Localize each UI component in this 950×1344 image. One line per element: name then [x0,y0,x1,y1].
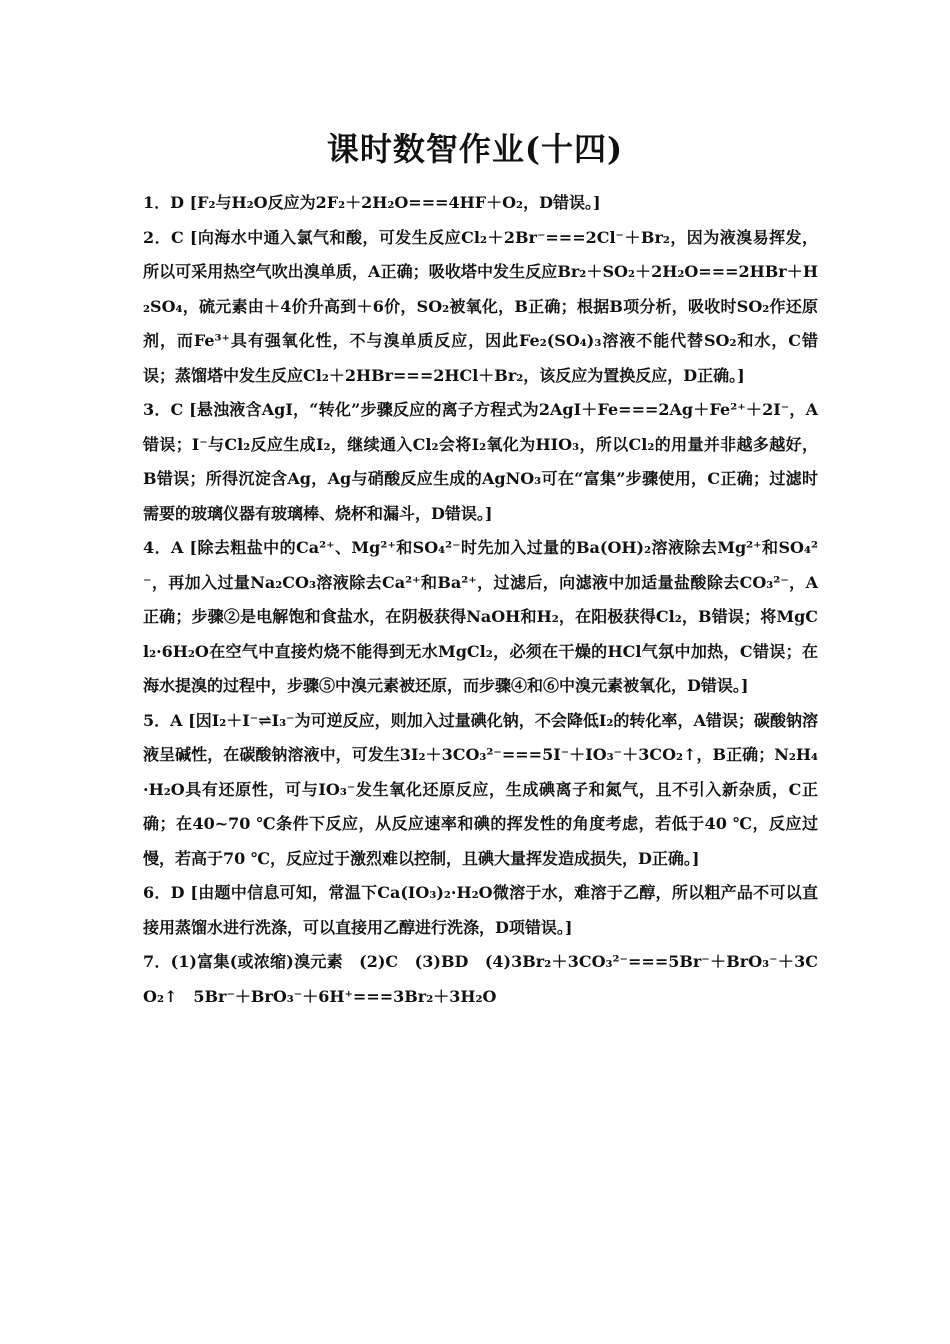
answer-item-2 [143,221,818,394]
answer-text: [除去粗盐中的Ca²⁺、Mg²⁺和SO₄²⁻时先加入过量的Ba(OH)₂溶液除去Mg²⁺和SO₄²⁻，再加入过量Na₂CO₃溶液除去Ca²⁺和Ba²⁺，过滤后，向滤液中加适量盐酸除去CO₃²⁻，A正确；步骤②是电解饱和食盐水，在阴极获得NaOH和H₂，在阳极获得Cl₂，B错误；将MgCl₂·6H₂O在空气中直接灼烧不能得到无水MgCl₂，必须在干燥的HCl气氛中加热，C错误；在海水提溴的过程中，步骤⑤中溴元素被还原，而步骤④和⑥中溴元素被氧化，D错误。] [143,538,818,695]
answer-text: [向海水中通入氯气和酸，可发生反应Cl₂＋2Br⁻===2Cl⁻＋Br₂，因为液溴易挥发，所以可采用热空气吹出溴单质，A正确；吸收塔中发生反应Br₂＋SO₂＋2H₂O===2HBr＋H₂SO₄，硫元素由＋4价升高到＋6价，SO₂被氧化，B正确；根据B项分析，吸收时SO₂作还原剂，而Fe³⁺具有强氧化性，不与溴单质反应，因此Fe₂(SO₄)₃溶液不能代替SO₂和水，C错误；蒸馏塔中发生反应Cl₂＋2HBr===2HCl＋Br₂，该反应为置换反应，D正确。] [143,227,818,385]
answer-number: 4．A [143,538,184,557]
page-title: 课时数智作业(十四) [326,130,624,168]
answer-number: 7． [143,952,171,971]
answer-number: 6．D [143,883,185,902]
answer-number: 1．D [143,193,185,212]
answer-text: (1)富集(或浓缩)溴元素 (2)C (3)BD (4)3Br₂＋3CO₃²⁻===5Br⁻＋BrO₃⁻＋3CO₂↑ 5Br⁻＋BrO₃⁻＋6H⁺===3Br₂＋3H₂O [143,952,818,1006]
answer-number: 3．C [143,400,184,419]
answer-number: 5．A [143,710,183,730]
answer-list [143,186,818,1014]
answer-item-7 [143,945,818,1014]
answer-text: [悬浊液含AgI，“转化”步骤反应的离子方程式为2AgI＋Fe===2Ag＋Fe²⁺＋2I⁻，A错误；I⁻与Cl₂反应生成I₂，继续通入Cl₂会将I₂氧化为HIO₃，所以Cl₂的用量并非越多越好，B错误；所得沉淀含Ag，Ag与硝酸反应生成的AgNO₃可在“富集”步骤使用，C正确；过滤时需要的玻璃仪器有玻璃棒、烧杯和漏斗，D错误。] [143,400,818,523]
answer-text: [因I₂＋I⁻⇌I₃⁻为可逆反应，则加入过量碘化钠，不会降低I₂的转化率，A错误；碳酸钠溶液呈碱性，在碳酸钠溶液中，可发生3I₂＋3CO₃²⁻===5I⁻＋IO₃⁻＋3CO₂↑，B正确；N₂H₄·H₂O具有还原性，可与IO₃⁻发生氧化还原反应，生成碘离子和氮气，且不引入新杂质，C正确；在40~70 ℃条件下反应，从反应速率和碘的挥发性的角度考虑，若低于40 ℃，反应过慢，若高于70 ℃，反应过于激烈难以控制，且碘大量挥发造成损失，D正确。] [143,710,818,868]
answer-item-3 [143,393,818,531]
answer-item-5 [143,704,818,877]
answer-number: 2．C [143,227,184,247]
answer-text: [由题中信息可知，常温下Ca(IO₃)₂·H₂O微溶于水，难溶于乙醇，所以粗产品不可以直接用蒸馏水进行洗涤，可以直接用乙醇进行洗涤，D项错误。] [143,883,818,937]
answer-text: [F₂与H₂O反应为2F₂＋2H₂O===4HF＋O₂，D错误。] [189,193,601,212]
answer-item-6 [143,876,818,945]
answer-item-1 [143,186,818,221]
answer-item-4 [143,531,818,704]
